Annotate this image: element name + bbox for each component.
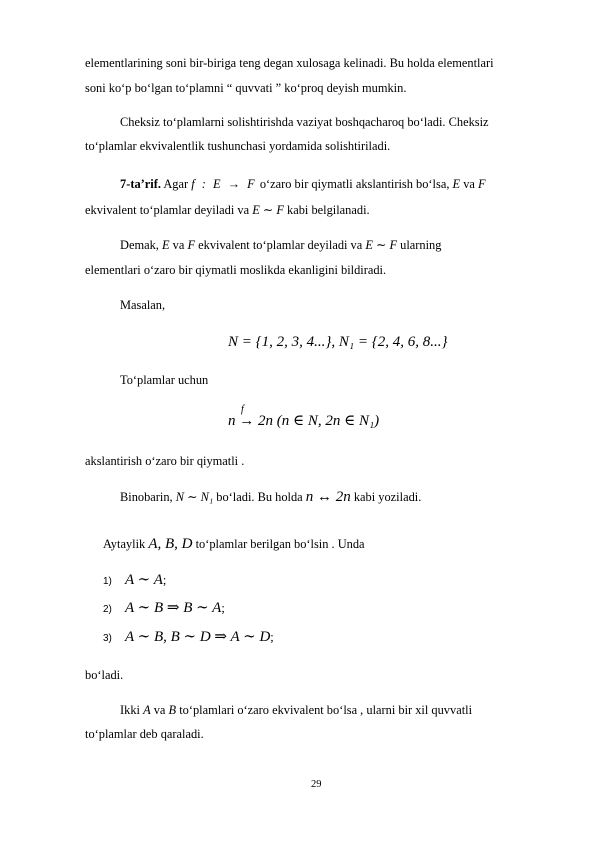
vars-formula: A, B, D <box>148 536 193 552</box>
para3-text: ularning <box>397 238 442 252</box>
para3-line2: elementlari o‘zaro bir qiymatli moslikda ekanligini bildiradi. <box>85 263 387 277</box>
prop-number: 2) <box>103 604 112 615</box>
final-line2: to‘plamlar deb qaraladi. <box>85 727 204 741</box>
para2-line1: Cheksiz to‘plamlarni solishtirishda vaziyat boshqacharoq bo‘ladi. Cheksiz <box>120 115 489 129</box>
sets-formula: N = {1, 2, 3, 4...}, N₁ = {2, 4, 6, 8...} <box>228 334 448 350</box>
example-label: Masalan, <box>120 298 166 312</box>
prop-number: 1) <box>103 576 112 587</box>
para3-text: va <box>169 238 188 252</box>
def-text: kabi belgilanadi. <box>283 203 370 217</box>
equiv-formula: E ∼ F <box>252 203 284 217</box>
prop-expr: A ∼ A <box>125 572 163 588</box>
set-b: B <box>168 703 177 717</box>
binobarin-text: kabi yoziladi. <box>350 490 422 504</box>
binobarin-text: Binobarin, <box>120 490 176 504</box>
def-text: Agar <box>160 177 192 191</box>
final-line1 <box>120 703 472 717</box>
example-after-line: akslantirish o‘zaro bir qiymatli . <box>85 454 245 468</box>
props-text: to‘plamlar berilgan bo‘lsin . Unda <box>192 537 365 551</box>
props-intro <box>103 537 365 551</box>
set-e: E <box>452 177 461 191</box>
prop-expr: A ∼ B, B ∼ D ⇒ A ∼ D <box>125 629 271 645</box>
set-e: E <box>161 238 170 252</box>
prop-item <box>103 601 225 617</box>
sets-label: To‘plamlar uchun <box>120 373 209 387</box>
prop-end: ; <box>221 601 225 615</box>
para3-text: ekvivalent to‘plamlar deyiladi va <box>195 238 366 252</box>
map-formula-example: n → 2n (n ∈ N, 2n ∈ N₁) <box>228 413 380 429</box>
page-number: 29 <box>311 779 322 790</box>
equiv-formula: N ∼ N₁ <box>175 490 214 504</box>
set-a: A <box>143 703 151 717</box>
prop-end: ; <box>270 630 274 644</box>
def-text: o‘zaro bir qiymatli akslantirish bo‘lsa, <box>256 177 453 191</box>
para3-line1 <box>120 238 441 252</box>
equiv-formula: E ∼ F <box>365 238 398 252</box>
final-text: Ikki <box>120 703 144 717</box>
final-text: to‘plamlari o‘zaro ekvivalent bo‘lsa , ularni bir xil quvvatli <box>176 703 473 717</box>
prop-end: ; <box>162 573 167 587</box>
para1-line1: elementlarining soni bir-biriga teng degan xulosaga kelinadi. Bu holda elementlari <box>85 56 494 70</box>
map-prime: f <box>241 404 244 415</box>
set-f: F <box>187 238 196 252</box>
props-text: Aytaylik <box>103 537 149 551</box>
definition-label: 7-ta’rif. <box>120 177 161 191</box>
binobarin-text: bo‘ladi. Bu holda <box>213 490 306 504</box>
para1-line2: soni ko‘p bo‘lgan to‘plamni “ quvvati ” ko‘proq deyish mumkin. <box>85 81 407 95</box>
bijection-formula: n ↔ 2n <box>305 489 351 505</box>
set-f: F <box>477 177 486 191</box>
binobarin-line <box>120 490 421 504</box>
para3-text: Demak, <box>120 238 162 252</box>
map-formula: f : E → F <box>191 177 257 191</box>
prop-item <box>103 630 274 646</box>
def-text: ekvivalent to‘plamlar deyiladi va <box>85 203 253 217</box>
definition-line2 <box>85 203 370 217</box>
prop-expr: A ∼ B ⇒ B ∼ A <box>125 600 222 616</box>
prop-item <box>103 573 166 589</box>
definition-line1 <box>120 177 486 191</box>
prop-number: 3) <box>103 633 112 644</box>
final-text: va <box>150 703 169 717</box>
props-outro: bo‘ladi. <box>85 668 124 682</box>
def-text: va <box>460 177 478 191</box>
para2-line2: to‘plamlar ekvivalentlik tushunchasi yordamida solishtiriladi. <box>85 139 391 153</box>
